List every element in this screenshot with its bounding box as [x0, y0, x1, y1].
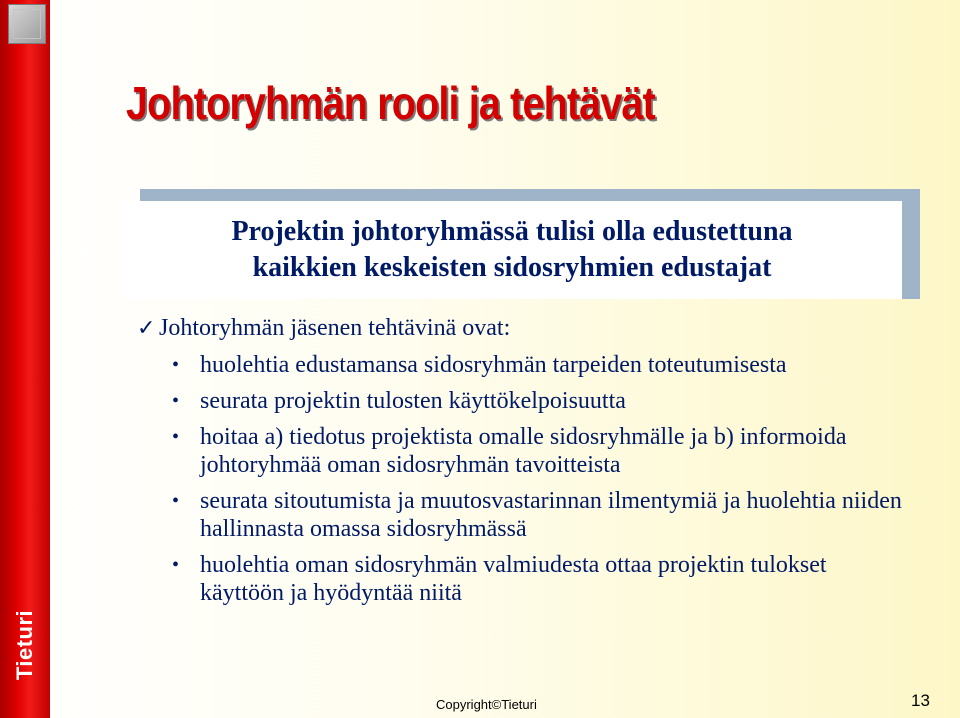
- list-item: [172, 351, 912, 379]
- slide-title: Johtoryhmän rooli ja tehtävät: [126, 77, 656, 129]
- main-item-label: Johtoryhmän jäsenen tehtävinä ovat:: [159, 315, 511, 341]
- callout-panel: [122, 201, 902, 299]
- bullet-icon: •: [172, 490, 180, 512]
- checkmark-icon: ✓: [137, 315, 156, 340]
- list-item-text: seurata projektin tulosten käyttökelpoisuutta: [200, 388, 626, 414]
- bullet-icon: •: [172, 426, 180, 448]
- callout-box: [122, 189, 920, 299]
- callout-line-1: Projektin johtoryhmässä tulisi olla edustettuna: [231, 216, 793, 247]
- page-number: 13: [911, 691, 930, 710]
- list-item: [172, 487, 912, 543]
- list-item: [172, 551, 912, 607]
- left-brand-bar: [0, 0, 50, 718]
- bullet-icon: •: [172, 390, 180, 412]
- brand-text: Tieturi: [12, 609, 38, 681]
- bullet-icon: •: [172, 554, 180, 576]
- brand-label: [4, 605, 46, 685]
- list-item: [172, 423, 912, 479]
- list-item-text: hoitaa a) tiedotus projektista omalle sidosryhmälle ja b) informoida johtoryhmää oman sidosryhmän tavoitteista: [200, 424, 847, 478]
- list-item-text: huolehtia oman sidosryhmän valmiudesta ottaa projektin tulokset käyttöön ja hyödyntää niitä: [200, 552, 827, 606]
- task-bullet-list: [172, 351, 912, 615]
- copyright-footer: Copyright©Tieturi: [436, 697, 537, 712]
- list-item-text: seurata sitoutumista ja muutosvastarinnan ilmentymiä ja huolehtia niiden hallinnasta omassa sidosryhmässä: [200, 488, 902, 542]
- bullet-icon: •: [172, 354, 180, 376]
- callout-line-2: kaikkien keskeisten sidosryhmien edustajat: [252, 252, 772, 283]
- list-item: [172, 387, 912, 415]
- corner-square-icon: [8, 4, 46, 44]
- main-list-item: [137, 315, 510, 342]
- list-item-text: huolehtia edustamansa sidosryhmän tarpeiden toteutumisesta: [200, 352, 787, 378]
